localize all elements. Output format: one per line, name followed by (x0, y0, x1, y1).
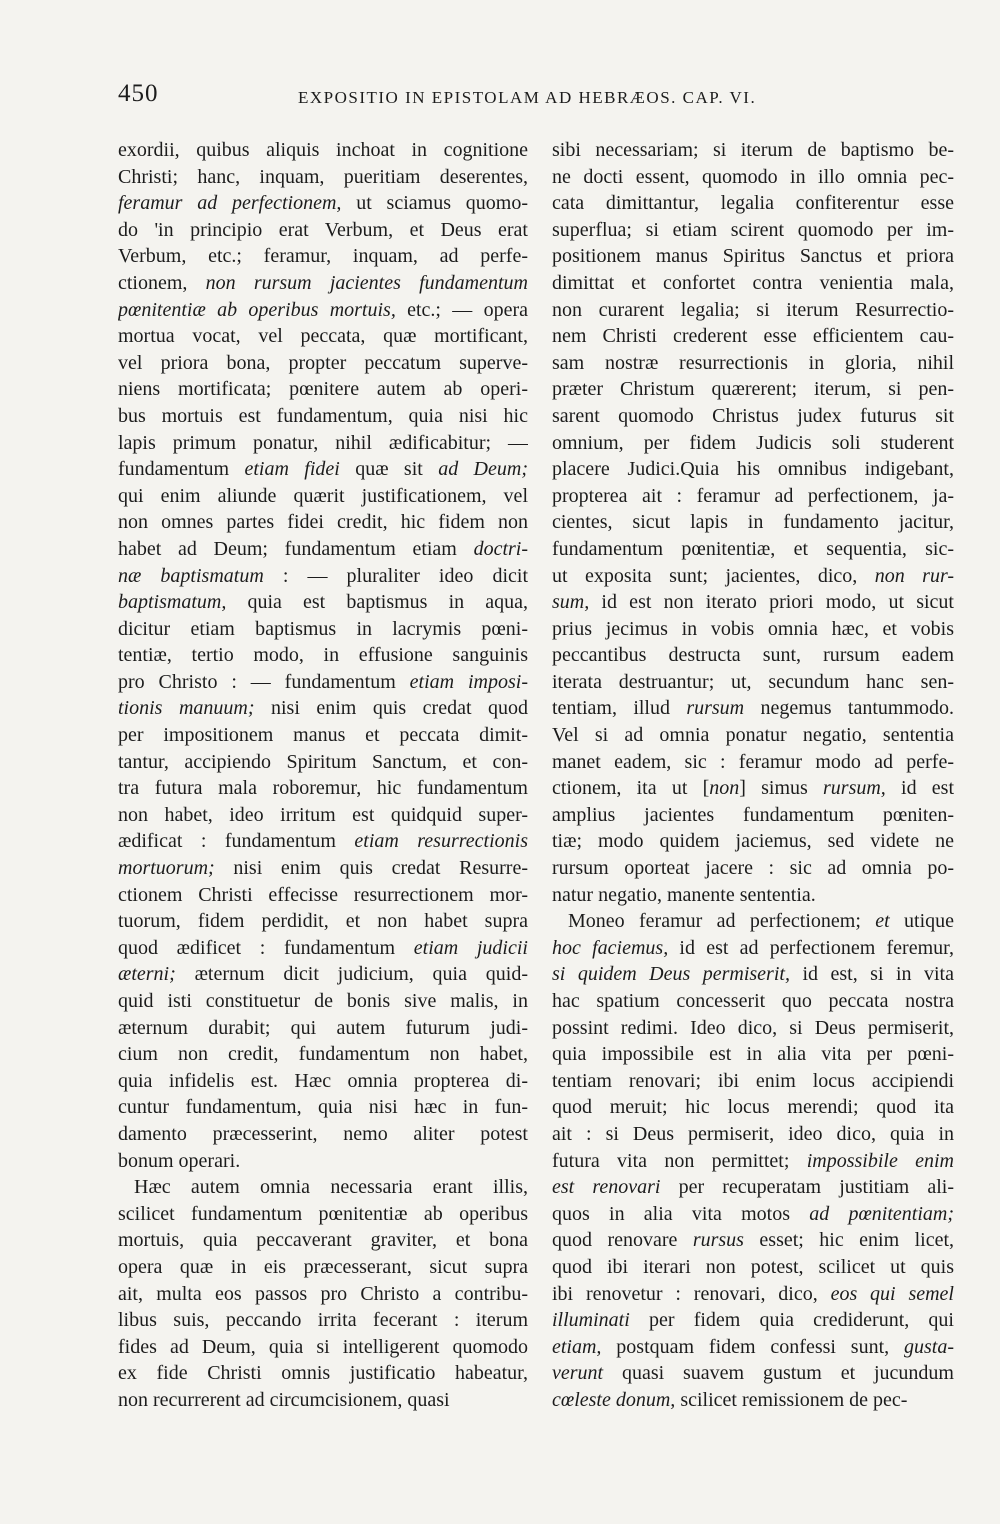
text-run: ut sciamus quomo- (341, 192, 528, 215)
text-line (118, 828, 528, 855)
italic-text: doctri- (473, 537, 528, 560)
text-line (552, 270, 954, 297)
text-run: qui enim aliunde quærit justificationem, vel (118, 484, 528, 507)
italic-text: illuminati (552, 1309, 630, 1332)
text-line (552, 669, 954, 696)
text-run: ait, multa eos passos pro Christo a contribu- (118, 1282, 528, 1305)
text-run: Moneo feramur ad perfectionem; (568, 910, 876, 933)
text-run: tentiam, illud (552, 697, 687, 720)
text-run: per impositionem manus et peccata dimit- (118, 724, 528, 747)
text-run: præter Christum quærerent; iterum, si pen- (552, 378, 954, 401)
text-run: fundamentum pœnitentiæ, et sequentia, sic- (552, 537, 954, 560)
italic-text: non (709, 777, 740, 800)
text-line (552, 1227, 954, 1254)
text-run: per fidem quia crediderunt, qui (629, 1309, 954, 1332)
italic-text: et (875, 910, 890, 933)
text-line (118, 749, 528, 776)
text-run: ] simus (739, 777, 824, 800)
text-line (552, 988, 954, 1015)
italic-text: næ baptismatum (118, 564, 264, 587)
text-run: tentiam renovari; ibi enim locus accipiendi (552, 1069, 954, 1092)
text-line (552, 376, 954, 403)
text-run: ibi renovetur : renovari, dico, (552, 1282, 831, 1305)
text-run: tra futura mala roboremur, hic fundamentum (118, 777, 528, 800)
text-run: ut exposita sunt; jacientes, dico, (552, 564, 875, 587)
text-run: vel priora bona, propter peccatum superve- (118, 351, 528, 374)
italic-text: si quidem Deus permiserit, (552, 963, 790, 986)
text-line (118, 1360, 528, 1387)
text-run: cata dimittantur, legalia confiterentur esse (552, 192, 954, 215)
text-run: habet ad Deum; fundamentum etiam (118, 537, 474, 560)
text-line (118, 1281, 528, 1308)
text-run: ctionem, (118, 271, 206, 294)
italic-text: sum, (552, 591, 590, 614)
italic-text: rursus (692, 1229, 744, 1252)
text-line (118, 882, 528, 909)
text-run: lapis primum ponatur, nihil ædificabitur; — (118, 431, 528, 454)
text-run: quia infidelis est. Hæc omnia propterea di- (118, 1069, 528, 1092)
left-column (118, 137, 528, 1414)
italic-text: etiam resurrectionis (354, 830, 528, 853)
text-line (118, 802, 528, 829)
text-run: nisi enim quis credat quod (254, 697, 528, 720)
text-run: quod renovare (552, 1229, 693, 1252)
text-line (552, 137, 954, 164)
italic-text: impossibile enim (806, 1149, 954, 1172)
text-run: quæ sit (339, 458, 439, 481)
text-run: cium non credit, fundamentum non habet, (118, 1043, 528, 1066)
italic-text: est renovari (552, 1176, 661, 1199)
text-run: quasi suavem gustum et jucundum (603, 1362, 954, 1385)
text-run: niens mortificata; pœnitere autem ab operi- (118, 378, 528, 401)
text-run: ctionem, ita ut [ (552, 777, 710, 800)
italic-text: etiam imposi- (409, 670, 528, 693)
text-line (552, 403, 954, 430)
text-run: quia est baptismus in aqua, (226, 591, 528, 614)
text-line (118, 1334, 528, 1361)
text-line (118, 1307, 528, 1334)
italic-text: hoc faciemus, (552, 936, 669, 959)
text-run: ait : si Deus permiserit, ideo dico, quia in (552, 1122, 954, 1145)
text-run: sam nostræ resurrectionis in gloria, nihil (552, 351, 954, 374)
text-run: tantur, accipiendo Spiritum Sanctum, et con- (118, 750, 528, 773)
text-line (118, 1254, 528, 1281)
text-line (552, 882, 954, 909)
text-line (552, 722, 954, 749)
text-line (118, 350, 528, 377)
italic-text: rursum (686, 697, 745, 720)
text-run: : — pluraliter ideo dicit (263, 564, 528, 587)
text-run: scilicet fundamentum pœnitentiæ ab operibus (118, 1202, 528, 1225)
text-run: natur negatio, manente sententia. (552, 883, 816, 906)
text-line (118, 137, 528, 164)
text-run: id est (885, 777, 954, 800)
text-run: ex fide Christi omnis justificatio habeatur, (118, 1362, 528, 1385)
text-run: id est non iterato priori modo, ut sicut (589, 591, 954, 614)
text-run: non omnes partes fidei credit, hic fidem non (118, 511, 528, 534)
page-header (118, 80, 798, 110)
italic-text: pœnitentiæ ab operibus mortuis, (118, 298, 396, 321)
text-run: manet eadem, sic : feramur modo ad perfe- (552, 750, 954, 773)
text-run: ne docti essent, quomodo in illo omnia pec- (552, 165, 954, 188)
text-run: æternum durabit; qui autem futurum judi- (118, 1016, 528, 1039)
text-run: quia impossibile est in alia vita per pœni- (552, 1043, 954, 1066)
italic-text: etiam fidei (244, 458, 340, 481)
text-run: non curarent legalia; si iterum Resurrectio- (552, 298, 954, 321)
text-line (552, 217, 954, 244)
text-line (552, 350, 954, 377)
text-line (552, 1387, 954, 1414)
text-run: omnium, per fidem Judicis soli studerent (552, 431, 954, 454)
text-line (552, 1068, 954, 1095)
text-line (118, 376, 528, 403)
text-run: non habet, ideo irritum est quidquid super- (118, 803, 528, 826)
text-line (552, 483, 954, 510)
text-run: nisi enim quis credat Resurre- (214, 857, 528, 880)
text-run: esset; hic enim licet, (743, 1229, 954, 1252)
text-line (552, 908, 954, 935)
italic-text: tionis manuum; (118, 697, 255, 720)
text-line (552, 961, 954, 988)
text-run: ædificat : fundamentum (118, 830, 355, 853)
text-line (552, 828, 954, 855)
text-line (552, 695, 954, 722)
italic-text: baptismatum, (118, 591, 227, 614)
text-run: negemus tantummodo. (744, 697, 954, 720)
text-run: quos in alia vita motos (552, 1202, 810, 1225)
text-run: cientes, sicut lapis in fundamento jacitur, (552, 511, 954, 534)
text-line (118, 509, 528, 536)
text-line (552, 1174, 954, 1201)
text-line (552, 749, 954, 776)
text-line (118, 456, 528, 483)
text-run: quod ibi iterari non potest, scilicet ut quis (552, 1255, 954, 1278)
text-run: exordii, quibus aliquis inchoat in cognitione (118, 139, 528, 161)
text-line (552, 1094, 954, 1121)
text-line (118, 483, 528, 510)
text-line (118, 430, 528, 457)
text-line (118, 1201, 528, 1228)
text-run: mortuis, quia peccaverant graviter, et bona (118, 1229, 528, 1252)
text-run: damento præcesserint, nemo aliter potest (118, 1122, 528, 1145)
text-line (552, 1254, 954, 1281)
text-run: quid isti constituetur de bonis sive malis, in (118, 990, 528, 1012)
text-run: Verbum, etc.; feramur, inquam, ad perfe- (118, 245, 528, 268)
text-line (552, 1015, 954, 1042)
text-line (118, 722, 528, 749)
text-run: placere Judici.Quia his omnibus indigebant, (552, 458, 954, 481)
text-line (118, 563, 528, 590)
text-run: æternum dicit judicium, quia quid- (175, 963, 528, 986)
text-run: dicitur etiam baptismus in lacrymis pœni- (118, 617, 528, 640)
italic-text: non rur- (874, 564, 954, 587)
text-line (552, 855, 954, 882)
text-run: etc.; — opera (395, 298, 528, 321)
text-line (118, 855, 528, 882)
text-line (552, 1041, 954, 1068)
text-line (118, 1174, 528, 1201)
text-line (118, 164, 528, 191)
text-line (552, 536, 954, 563)
text-line (118, 536, 528, 563)
text-run: prius jecimus in vobis omnia hæc, et vobis (552, 617, 954, 640)
text-run: bus mortuis est fundamentum, quia nisi hic (118, 404, 528, 427)
text-line (118, 1041, 528, 1068)
text-line (118, 589, 528, 616)
text-run: propterea ait : feramur ad perfectionem, ja- (552, 484, 954, 507)
text-run: utique (889, 910, 954, 933)
text-line (552, 616, 954, 643)
text-line (552, 243, 954, 270)
text-line (118, 217, 528, 244)
text-run: mortua vocat, vel peccata, quæ mortificant, (118, 325, 528, 348)
text-run: nem Christi crederent esse efficientem cau- (552, 325, 954, 348)
text-run: postquam fidem confessi sunt, (601, 1335, 904, 1358)
text-line (552, 642, 954, 669)
right-column (552, 137, 954, 1414)
text-line (118, 403, 528, 430)
text-run: cuntur fundamentum, quia nisi hæc in fun- (118, 1096, 528, 1119)
italic-text: rursum, (823, 777, 886, 800)
text-line (552, 1281, 954, 1308)
page-number: 450 (118, 80, 159, 107)
text-run: fundamentum (118, 458, 245, 481)
text-run: Christi; hanc, inquam, pueritiam deserentes, (118, 165, 528, 188)
text-line (552, 1307, 954, 1334)
text-line (118, 1148, 528, 1175)
text-run: non recurrerent ad circumcisionem, quasi (118, 1388, 450, 1411)
running-head: EXPOSITIO IN EPISTOLAM AD HEBRÆOS. CAP. VI. (298, 88, 757, 107)
text-run: id est, si in vita (789, 963, 954, 986)
text-line (552, 456, 954, 483)
text-line (552, 1360, 954, 1387)
text-line (552, 509, 954, 536)
text-run: ctionem Christi effecisse resurrectionem mor- (118, 883, 528, 906)
text-line (552, 164, 954, 191)
text-line (552, 1334, 954, 1361)
text-line (552, 589, 954, 616)
italic-text: eos qui semel (830, 1282, 954, 1305)
text-line (552, 1201, 954, 1228)
text-line (118, 190, 528, 217)
text-line (552, 802, 954, 829)
text-run: do 'in principio erat Verbum, et Deus erat (118, 218, 528, 241)
italic-text: mortuorum; (118, 857, 215, 880)
italic-text: ad Deum; (438, 458, 528, 481)
text-line (118, 642, 528, 669)
text-run: amplius jacientes fundamentum pœniten- (552, 803, 954, 826)
text-line (118, 695, 528, 722)
text-run: pro Christo : — fundamentum (118, 670, 410, 693)
text-line (118, 243, 528, 270)
text-run: dimittat et confortet contra venientia mala, (552, 271, 954, 294)
text-run: quod ædificet : fundamentum (118, 936, 414, 959)
text-line (552, 563, 954, 590)
text-line (118, 1227, 528, 1254)
text-run: per recuperatam justitiam ali- (660, 1176, 954, 1199)
text-run: iterata destruantur; ut, secundum hanc sen- (552, 670, 954, 693)
italic-text: feramur ad perfectionem, (118, 192, 342, 215)
text-run: tiæ; modo quidem jaciemus, sed videte ne (552, 830, 954, 853)
text-line (552, 1121, 954, 1148)
text-run: quod meruit; hic locus merendi; quod ita (552, 1096, 954, 1119)
text-line (118, 616, 528, 643)
text-run: hac spatium concesserit quo peccata nostra (552, 990, 954, 1012)
text-line (118, 270, 528, 297)
text-line (118, 961, 528, 988)
text-run: opera quæ in eis præcesserant, sicut supra (118, 1255, 528, 1278)
text-line (118, 1094, 528, 1121)
text-run: fides ad Deum, quia si intelligerent quomodo (118, 1335, 528, 1358)
text-run: rursum oporteat jacere : sic ad omnia po- (552, 857, 954, 880)
text-line (552, 935, 954, 962)
text-line (552, 323, 954, 350)
text-run: superflua; si etiam scirent quomodo per im- (552, 218, 954, 241)
text-line (118, 935, 528, 962)
text-run: possint redimi. Ideo dico, si Deus permiserit, (552, 1016, 954, 1039)
italic-text: verunt (552, 1362, 604, 1385)
text-line (552, 190, 954, 217)
text-line (552, 1148, 954, 1175)
text-line (552, 430, 954, 457)
text-run: libus suis, peccando irrita fecerant : iterum (118, 1309, 528, 1332)
text-run: tentiæ, tertio modo, in effusione sanguinis (118, 644, 528, 667)
text-run: Vel si ad omnia ponatur negatio, sententia (552, 724, 954, 747)
text-run: peccantibus destructa sunt, rursum eadem (552, 644, 954, 667)
text-line (552, 775, 954, 802)
text-line (118, 908, 528, 935)
text-run: positionem manus Spiritus Sanctus et priora (552, 245, 954, 268)
text-run: tuorum, fidem perdidit, et non habet supra (118, 910, 528, 933)
italic-text: æterni; (118, 963, 176, 986)
italic-text: ad pœnitentiam; (809, 1202, 954, 1225)
text-line (118, 669, 528, 696)
text-line (118, 1121, 528, 1148)
text-run: Hæc autem omnia necessaria erant illis, (134, 1176, 528, 1199)
text-run: sibi necessariam; si iterum de baptismo be- (552, 139, 954, 161)
text-run: sarent quomodo Christus judex futurus sit (552, 404, 954, 427)
italic-text: etiam, (552, 1335, 602, 1358)
text-run: bonum operari. (118, 1149, 241, 1172)
text-run: scilicet remissionem de pec- (675, 1388, 908, 1411)
text-line (118, 988, 528, 1015)
text-line (118, 775, 528, 802)
text-line (118, 297, 528, 324)
text-run: id est ad perfectionem feremur, (668, 936, 954, 959)
text-run: futura vita non permittet; (552, 1149, 807, 1172)
text-line (552, 297, 954, 324)
italic-text: gusta- (904, 1335, 954, 1358)
italic-text: non rursum jacientes fundamentum (205, 271, 528, 294)
text-line (118, 1015, 528, 1042)
italic-text: etiam judicii (413, 936, 528, 959)
text-line (118, 1387, 528, 1414)
text-line (118, 323, 528, 350)
text-line (118, 1068, 528, 1095)
italic-text: cœleste donum, (552, 1388, 676, 1411)
